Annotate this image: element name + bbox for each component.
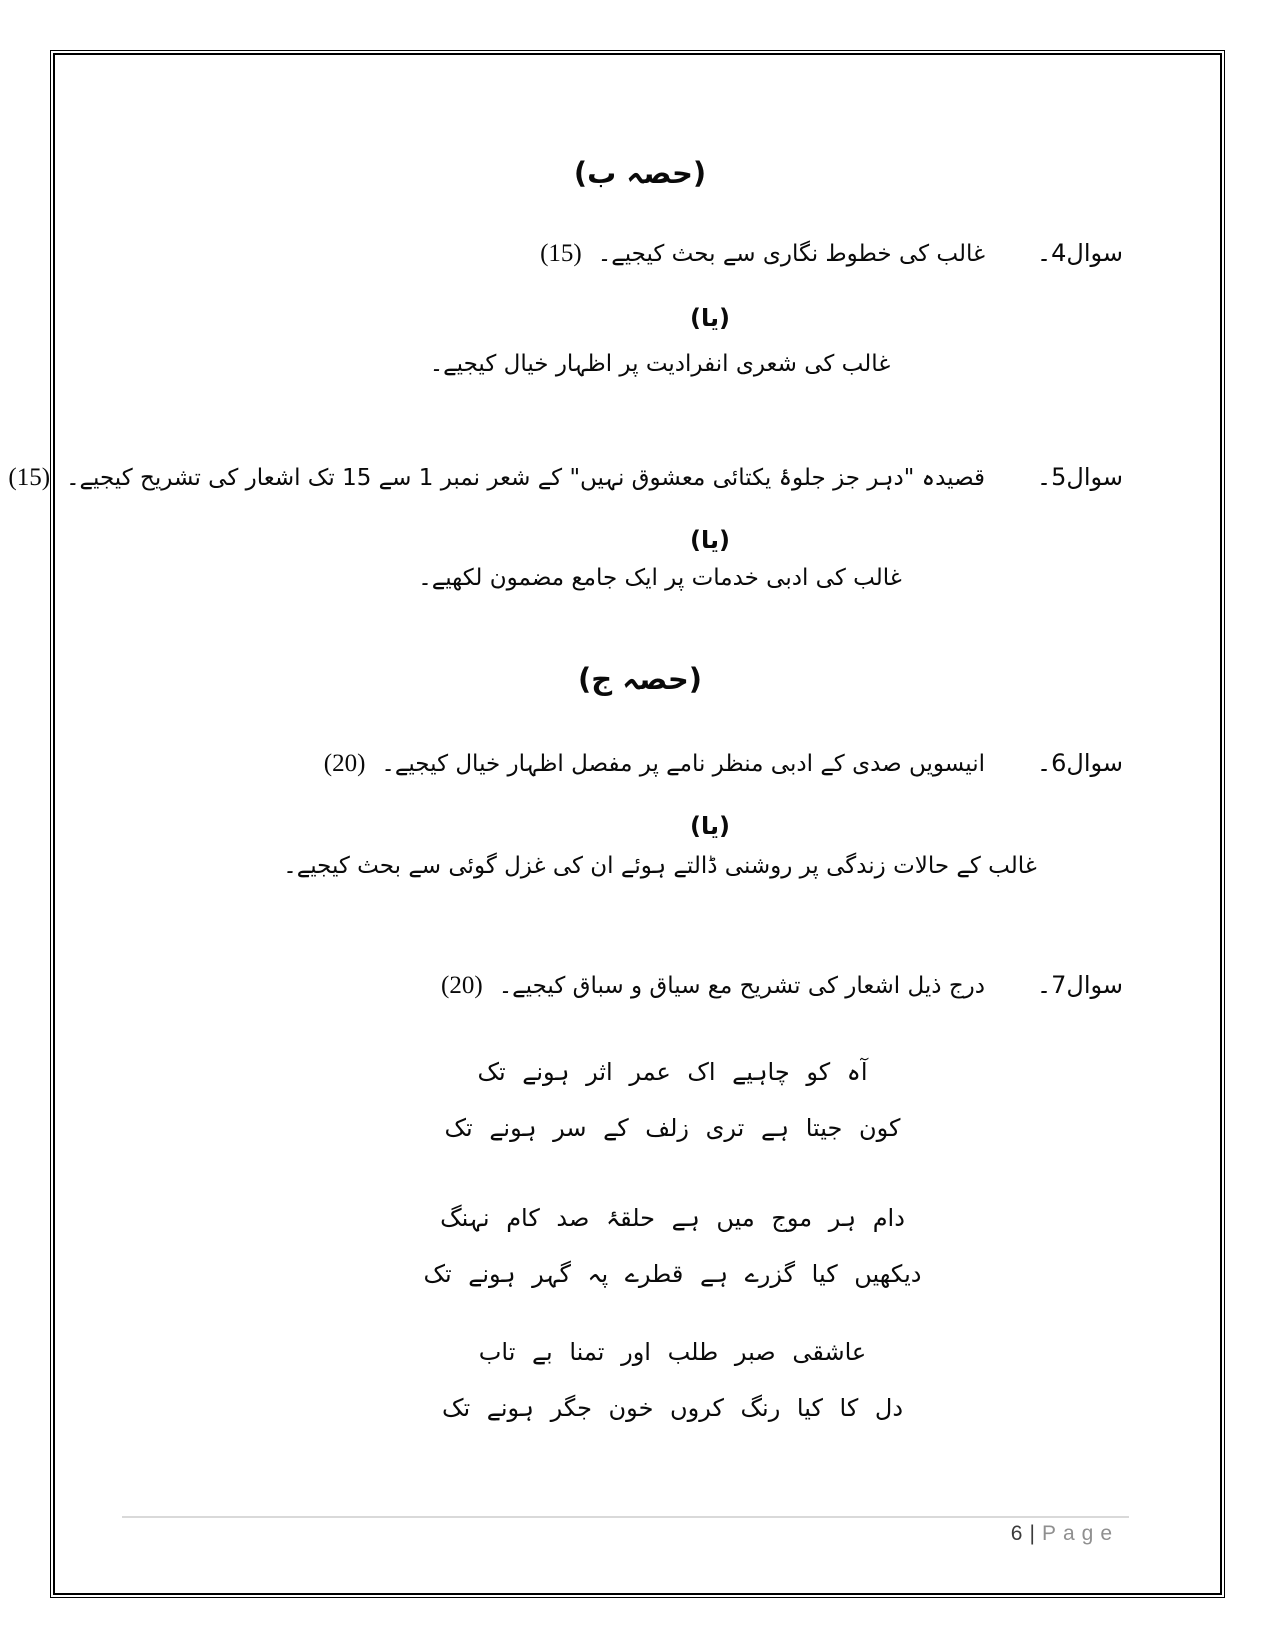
couplet-3-line-1: عاشقی صبر طلب اور تمنا بے تاب	[478, 1338, 867, 1366]
couplet-1	[160, 1044, 1185, 1156]
section-c-header: (حصہ ج)	[578, 662, 702, 696]
question-4-marks: (15)	[540, 240, 582, 267]
question-6-row	[90, 744, 1123, 784]
question-7-row	[90, 966, 1123, 1006]
couplet-3	[160, 1324, 1185, 1436]
question-4-or-separator: (یا)	[690, 304, 730, 332]
couplet-1-line-2: کون جیتا ہے تری زلف کے سر ہونے تک	[444, 1114, 901, 1142]
couplet-1-line-1: آہ کو چاہیے اک عمر اثر ہونے تک	[477, 1058, 868, 1086]
question-6-marks: (20)	[323, 750, 366, 777]
section-b-header: (حصہ ب)	[573, 156, 707, 190]
question-5-number: سوال5۔	[1037, 463, 1123, 491]
question-6-alternative: غالب کے حالات زندگی پر روشنی ڈالتے ہوئے ان کی غزل گوئی سے بحث کیجیے۔	[283, 853, 1037, 879]
couplet-2-line-2: دیکھیں کیا گزرے ہے قطرے پہ گہر ہونے تک	[423, 1260, 922, 1288]
question-7-number: سوال7۔	[1037, 971, 1123, 999]
footer-page-number: 6	[1010, 1522, 1023, 1545]
question-6-number: سوال6۔	[1037, 749, 1123, 777]
footer-page-label: Page	[1041, 1522, 1119, 1545]
question-5-text: قصیدہ "دہر جز جلوۂ یکتائی معشوق نہیں" کے شعر نمبر 1 سے 15 تک اشعار کی تشریح کیجیے۔	[66, 465, 986, 491]
couplet-2-line-1: دام ہر موج میں ہے حلقۂ صد کام نہنگ	[440, 1204, 905, 1232]
question-7-text: درج ذیل اشعار کی تشریح مع سیاق و سباق کیجیے۔	[498, 973, 986, 999]
question-7-marks: (20)	[441, 972, 483, 999]
footer-divider-line	[122, 1516, 1129, 1518]
question-6-or-separator: (یا)	[690, 812, 730, 840]
couplet-3-line-2: دل کا کیا رنگ کروں خون جگر ہونے تک	[441, 1394, 904, 1422]
question-4-alternative: غالب کی شعری انفرادیت پر اظہار خیال کیجیے۔	[429, 351, 891, 377]
question-5-or-separator: (یا)	[690, 526, 730, 554]
question-6-text: انیسویں صدی کے ادبی منظر نامے پر مفصل اظہار خیال کیجیے۔	[381, 751, 986, 777]
question-4-text: غالب کی خطوط نگاری سے بحث کیجیے۔	[597, 241, 986, 267]
page-footer	[1011, 1522, 1119, 1546]
footer-separator: |	[1029, 1522, 1035, 1545]
question-5-marks: (15)	[8, 464, 51, 491]
couplet-2	[160, 1190, 1185, 1302]
question-5-row	[8, 458, 1123, 498]
question-4-number: سوال4۔	[1037, 239, 1123, 267]
question-4-row	[90, 234, 1123, 274]
question-5-alternative: غالب کی ادبی خدمات پر ایک جامع مضمون لکھیے۔	[418, 565, 902, 591]
